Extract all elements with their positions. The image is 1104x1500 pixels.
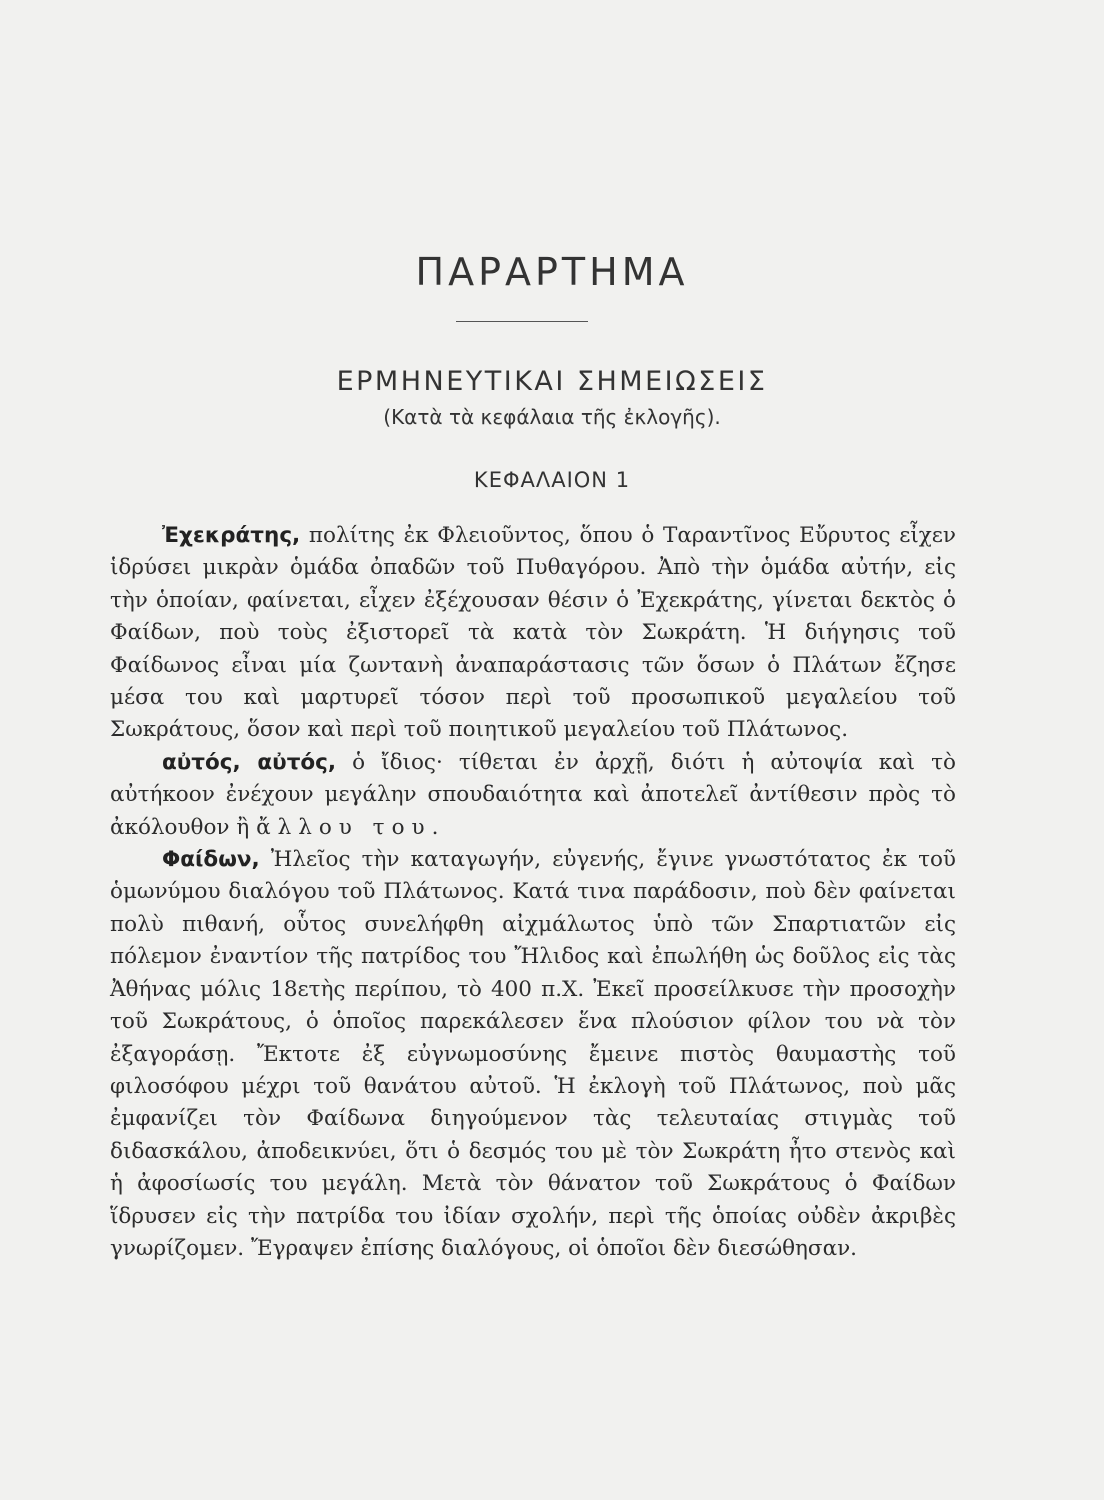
note-paragraph-phaidon bbox=[110, 844, 956, 1265]
section-note: (Κατὰ τὰ κεφάλαια τῆς ἐκλογῆς). bbox=[383, 405, 721, 429]
note-text: πολίτης ἐκ Φλειοῦντος, ὅπου ὁ Ταραντῖνος Εὔρυτος εἶχεν ἱδρύσει μικρὰν ὁμάδα ὀπαδῶν τοῦ Πυθαγόρου. Ἀπὸ τὴν ὁμάδα αὐτήν, εἰς τὴν ὁποίαν, φαίνεται, εἶχεν ἐξέχουσαν θέσιν ὁ Ἐχεκράτης, γίνεται δεκτὸς ὁ Φαίδων, ποὺ τοὺς ἐξιστορεῖ τὰ κατὰ τὸν Σωκράτη. Ἡ διήγησις τοῦ Φαίδωνος εἶναι μία ζωντανὴ ἀναπαράστασις τῶν ὅσων ὁ Πλάτων ἔζησε μέσα του καὶ μαρτυρεῖ τόσον περὶ τοῦ προσωπικοῦ μεγαλείου τοῦ Σωκράτους, ὅσον καὶ περὶ τοῦ ποιητικοῦ μεγαλείου τοῦ Πλάτωνος. bbox=[110, 523, 956, 743]
note-term: αὐτός, αὐτός, bbox=[162, 749, 337, 775]
page-title: ΠΑΡΑΡΤΗΜΑ bbox=[415, 250, 689, 294]
note-text: ὁ ἴδιος· τίθεται ἐν ἀρχῇ, διότι ἡ αὐτοψία καὶ τὸ αὐτήκοον ἐνέχουν μεγάλην σπουδαιότητα καὶ ἀποτελεῖ ἀντίθεσιν πρὸς τὸ ἀκόλουθον ἢ bbox=[110, 749, 957, 840]
note-term: Φαίδων, bbox=[162, 847, 260, 873]
note-term: Ἐχεκράτης, bbox=[162, 523, 301, 548]
note-paragraph-echekrates bbox=[110, 520, 956, 747]
title-divider bbox=[456, 321, 588, 322]
note-spaced-text: ἄλλου του bbox=[256, 814, 432, 840]
section-title: ΕΡΜΗΝΕΥΤΙΚΑΙ ΣΗΜΕΙΩΣΕΙΣ bbox=[336, 366, 768, 397]
chapter-heading: ΚΕΦΑΛΑΙΟΝ 1 bbox=[473, 468, 631, 492]
note-text: Ἠλεῖος τὴν καταγωγήν, εὐγενής, ἔγινε γνωστότατος ἐκ τοῦ ὁμωνύμου διαλόγου τοῦ Πλάτωνος. Κατά τινα παράδοσιν, ποὺ δὲν φαίνεται πολὺ πιθανή, οὗτος συνελήφθη αἰχμάλωτος ὑπὸ τῶν Σπαρτιατῶν εἰς πόλεμον ἐναντίον τῆς πατρίδος του Ἤλιδος καὶ ἐπωλήθη ὡς δοῦλος εἰς τὰς Ἀθήνας μόλις 18ετὴς περίπου, τὸ 400 π.Χ. Ἐκεῖ προσείλκυσε τὴν προσοχὴν τοῦ Σωκράτους, ὁ ὁποῖος παρεκάλεσεν ἕνα πλούσιον φίλον του νὰ τὸν ἐξαγοράσῃ. Ἔκτοτε ἐξ εὐγνωμοσύνης ἔμεινε πιστὸς θαυμαστὴς τοῦ φιλοσόφου μέχρι τοῦ θανάτου αὐτοῦ. Ἡ ἐκλογὴ τοῦ Πλάτωνος, ποὺ μᾶς ἐμφανίζει τὸν Φαίδωνα διηγούμενον τὰς τελευταίας στιγμὰς τοῦ διδασκάλου, ἀποδεικνύει, ὅτι ὁ δεσμός του μὲ τὸν Σωκράτη ἦτο στενὸς καὶ ἡ ἀφοσίωσίς του μεγάλη. Μετὰ τὸν θάνατον τοῦ Σωκράτους ὁ Φαίδων ἵδρυσεν εἰς τὴν πατρίδα του ἰδίαν σχολήν, περὶ τῆς ὁποίας οὐδὲν ἀκριβὲς γνωρίζομεν. Ἔγραψεν ἐπίσης διαλόγους, οἱ ὁποῖοι δὲν διεσώθησαν. bbox=[110, 847, 956, 1261]
notes-body bbox=[110, 520, 956, 1265]
note-text-tail: . bbox=[431, 814, 439, 840]
note-paragraph-autos bbox=[110, 747, 956, 844]
